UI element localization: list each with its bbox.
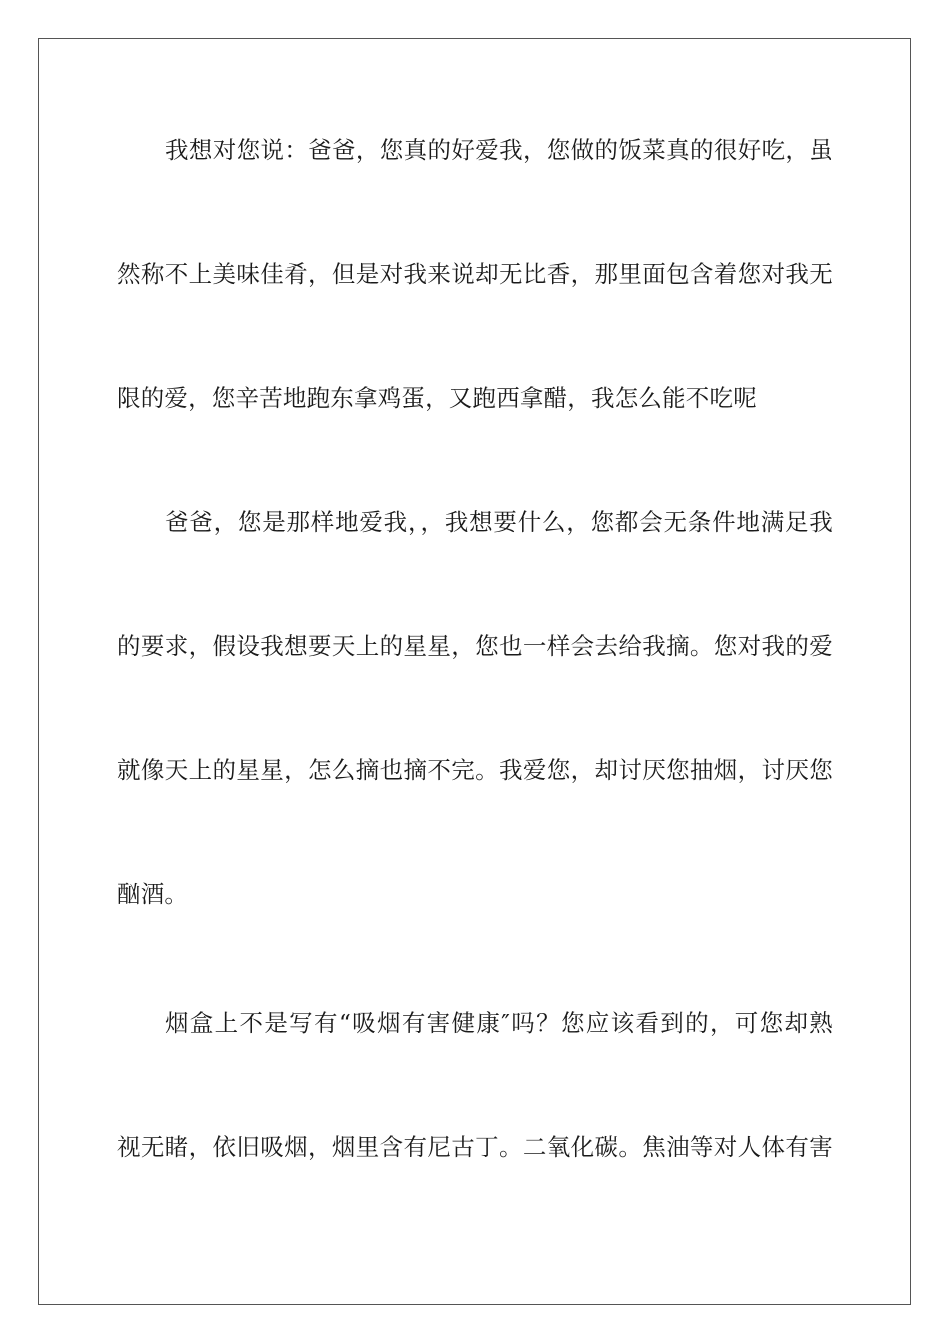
- page-frame: [38, 38, 911, 1305]
- paragraph-3-line-2: 视无睹，依旧吸烟，烟里含有尼古丁。二氧化碳。焦油等对人体有害: [117, 1133, 833, 1161]
- paragraph-2-line-1: 爸爸，您是那样地爱我，，我想要什么，您都会无条件地满足我: [165, 508, 833, 536]
- paragraph-1-line-1: 我想对您说：爸爸，您真的好爱我，您做的饭菜真的很好吃，虽: [165, 136, 833, 164]
- paragraph-3-line-1: 烟盒上不是写有“吸烟有害健康″吗？您应该看到的，可您却熟: [165, 1009, 833, 1037]
- paragraph-1-line-3: 限的爱，您辛苦地跑东拿鸡蛋，又跑西拿醋，我怎么能不吃呢: [117, 384, 757, 412]
- paragraph-2-line-3: 就像天上的星星，怎么摘也摘不完。我爱您，却讨厌您抽烟，讨厌您: [117, 756, 833, 784]
- paragraph-1-line-2: 然称不上美味佳肴，但是对我来说却无比香，那里面包含着您对我无: [117, 260, 833, 288]
- paragraph-2-line-4: 酗酒。: [117, 880, 189, 908]
- paragraph-2-line-2: 的要求，假设我想要天上的星星，您也一样会去给我摘。您对我的爱: [117, 632, 833, 660]
